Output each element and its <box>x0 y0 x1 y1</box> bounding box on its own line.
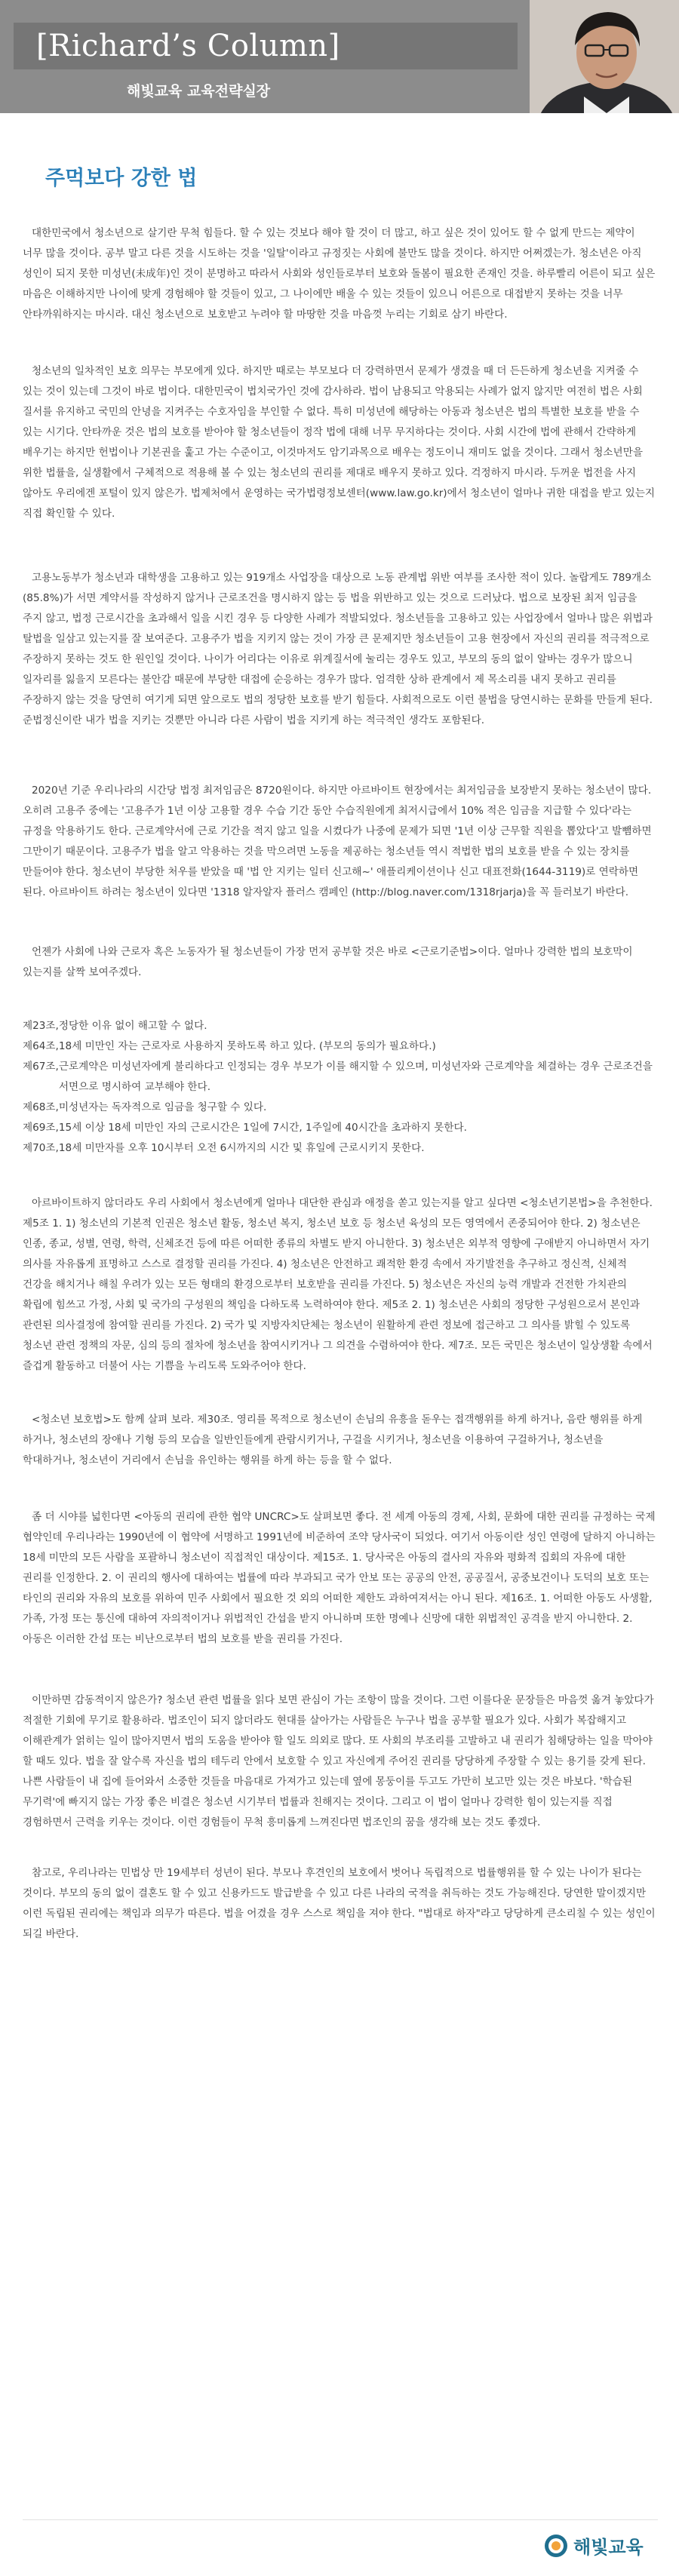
law-article-label: 제67조, <box>23 1061 59 1073</box>
law-article-text: 18세 미만자를 오후 10시부터 오전 6시까지의 시간 및 휴일에 근로시키지 못한다. <box>58 1142 425 1154</box>
paragraph-5: 언젠가 사회에 나와 근로자 혹은 노동자가 될 청소년들이 가장 먼저 공부할 것은 바로 <근로기준법>이다. 얼마나 강력한 법의 보호막이 있는지를 살짝 보여주겠다. <box>23 946 633 978</box>
paragraph-7: <청소년 보호법>도 함께 살펴 보라. 제30조. 영리를 목적으로 청소년이 손님의 유흥을 돋우는 접객행위를 하게 하거나, 음란 행위를 하게 하거나, 청소년의 장애나 기형 등의 모습을 일반인들에게 관람시키거나, 구걸을 시키거나, 청소년을 이용하여 구걸하거나, 청소년을 학대하거나, 청소년이 거리에서 손님을 유인하는 행위를 하게 하는 등을 할 수 없다. <box>23 1414 643 1466</box>
author-portrait <box>530 0 679 113</box>
law-item <box>23 1016 658 1036</box>
law-article-label: 제64조, <box>23 1040 59 1052</box>
sun-logo-icon <box>543 2533 569 2559</box>
law-item <box>23 1057 658 1098</box>
paragraph-2: 청소년의 일차적인 보호 의무는 부모에게 있다. 하지만 때로는 부모보다 더 강력하면서 문제가 생겼을 때 더 든든하게 청소년을 지켜줄 수 있는 것이 있는데 그것이 바로 법이다. 대한민국이 법치국가인 것에 감사하라. 법이 남용되고 악용되는 사례가 없지 않지만 여전히 법은 사회 질서를 유지하고 국민의 안녕을 지켜주는 수호자임을 부인할 수 없다. 특히 미성년에 해당하는 아동과 청소년은 법의 특별한 보호를 받을 수 있는 시기다. 안타까운 것은 법의 보호를 받아야 할 청소년들이 정작 법에 대해 너무 무지하다는 것이다. 사회 시간에 법에 관해서 간략하게 배우기는 하지만 헌법이나 기본권을 훑고 가는 수준이고, 이것마저도 암기과목으로 배우는 정도이니 재미도 없을 것이다. 그래서 청소년만을 위한 법률을, 실생활에서 구체적으로 적용해 볼 수 있는 청소년의 권리를 제대로 배우지 못하고 있다. 걱정하지 마시라. 두꺼운 법전을 사지 않아도 우리에겐 포털이 있지 않은가. 법제처에서 운영하는 국가법령정보센터(www.law.go.kr)에서 청소년이 얼마나 귀한 대접을 받고 있는지 직접 확인할 수 있다. <box>23 365 656 520</box>
law-article-label: 제69조, <box>23 1122 59 1134</box>
law-item <box>23 1138 658 1159</box>
paragraph-1: 대한민국에서 청소년으로 살기란 무척 힘들다. 할 수 있는 것보다 해야 할 것이 더 많고, 하고 싶은 것이 있어도 할 수 없게 만드는 제약이 너무 많을 것이다. 공부 말고 다른 것을 시도하는 것을 '일탈'이라고 규정짓는 사회에 불만도 많을 것이다. 하지만 어쩌겠는가. 청소년은 아직 성인이 되지 못한 미성년(未成年)인 것이 분명하고 따라서 사회와 성인들로부터 보호와 돌봄이 필요한 존재인 것을. 하루빨리 어른이 되고 싶은 마음은 이해하지만 나이에 맞게 경험해야 할 것들이 있고, 그 나이에만 배울 수 있는 것들이 있으니 어른으로 대접받지 못하는 것을 너무 안타까워하지는 마시라. 대신 청소년으로 보호받고 누려야 할 마땅한 것을 마음껏 누리는 기회로 삼기 바란다. <box>23 227 656 321</box>
law-article-label: 제68조, <box>23 1101 59 1113</box>
author-portrait-icon <box>530 0 679 113</box>
company-logo-text: 해빛교육 <box>573 2537 644 2558</box>
paragraph-6: 아르바이트하지 않더라도 우리 사회에서 청소년에게 얼마나 대단한 관심과 애정을 쏟고 있는지를 알고 싶다면 <청소년기본법>을 추천한다. 제5조 1. 1) 청소년의 기본적 인권은 청소년 활동, 청소년 복지, 청소년 보호 등 청소년 육성의 모든 영역에서 존중되어야 한다. 2) 청소년은 인종, 종교, 성별, 연령, 학력, 신체조건 등에 따른 어떠한 종류의 차별도 받지 아니한다. 3) 청소년은 외부적 영향에 구애받지 아니하면서 자기 의사를 자유롭게 표명하고 스스로 결정할 권리를 가진다. 4) 청소년은 안전하고 쾌적한 환경 속에서 자기발전을 추구하고 정신적, 신체적 건강을 해치거나 해칠 우려가 있는 모든 형태의 환경으로부터 보호받을 권리를 가진다. 5) 청소년은 자신의 능력 개발과 건전한 가치관의 확립에 힘쓰고 가정, 사회 및 국가의 구성원의 책임을 다하도록 노력하여야 한다. 제5조 2. 1) 청소년은 사회의 정당한 구성원으로서 본인과 관련된 의사결정에 참여할 권리를 가진다. 2) 국가 및 지방자치단체는 청소년이 원활하게 관련 정보에 접근하고 그 의사를 밝힐 수 있도록 청소년 관련 정책의 자문, 심의 등의 절차에 청소년을 참여시키거나 그 의견을 수렴하여야 한다. 제7조. 모든 국민은 청소년이 일상생활 속에서 즐겁게 활동하고 더불어 사는 기쁨을 누리도록 도와주어야 한다. <box>23 1197 653 1372</box>
footer-divider <box>23 2519 658 2520</box>
column-header <box>0 0 679 113</box>
law-item <box>23 1036 658 1057</box>
law-article-label: 제70조, <box>23 1142 59 1154</box>
company-logo <box>543 2532 644 2559</box>
article-title: 주먹보다 강한 법 <box>45 167 198 190</box>
column-title: [Richard’s Column] <box>36 29 340 63</box>
law-item <box>23 1098 658 1118</box>
paragraph-4: 2020년 기준 우리나라의 시간당 법정 최저임금은 8720원이다. 하지만 아르바이트 현장에서는 최저임금을 보장받지 못하는 청소년이 많다. 오히려 고용주 중에는 '고용주가 1년 이상 고용할 경우 수습 기간 동안 수습직원에게 최저시급에서 10% 적은 임금을 지급할 수 있다'라는 규정을 악용하기도 한다. 근로계약서에 근로 기간을 적지 않고 일을 시켰다가 나중에 문제가 되면 '1년 이상 근무할 직원을 뽑았다'고 발뺌하면 그만이기 때문이다. 고용주가 법을 알고 악용하는 것을 막으려면 노동을 제공하는 청소년들 역시 적법한 법의 보호를 받을 수 있는 장치를 만들어야 한다. 청소년이 부당한 처우를 받았을 때 '법 안 지키는 일터 신고해~' 애플리케이션이나 신고 대표전화(1644-3119)로 연락하면 된다. 아르바이트 하려는 청소년이 있다면 '1318 알자알자 플러스 캠페인 (http://blog.naver.com/1318rjarja)을 꼭 들러보기 바란다. <box>23 784 652 898</box>
law-article-text: 15세 이상 18세 미만인 자의 근로시간은 1일에 7시간, 1주일에 40시간을 초과하지 못한다. <box>58 1122 467 1134</box>
law-item <box>23 1118 658 1138</box>
paragraph-3: 고용노동부가 청소년과 대학생을 고용하고 있는 919개소 사업장을 대상으로 노동 관계법 위반 여부를 조사한 적이 있다. 놀랍게도 789개소(85.8%)가 서면 계약서를 작성하지 않거나 근로조건을 명시하지 않는 등 법을 위반하고 있는 것으로 드러났다. 법으로 보장된 최저 임금을 주지 않고, 법정 근로시간을 초과해서 일을 시킨 경우 등 다양한 사례가 적발되었다. 청소년들을 고용하고 있는 사업장에서 얼마나 많은 위법과 탈법을 일삼고 있는지를 잘 보여준다. 고용주가 법을 지키지 않는 것이 가장 큰 문제지만 청소년들이 고용 현장에서 자신의 권리를 적극적으로 주장하지 못하는 것도 한 원인일 것이다. 나이가 어리다는 이유로 위계질서에 눌리는 경우도 있고, 부모의 동의 없이 알바는 경우가 많으니 일자리를 잃을지 모른다는 불안감 때문에 부당한 대접에 순응하는 경우가 많다. 엄격한 상하 관계에서 제 목소리를 내지 못하고 권리를 주장하지 않는 것을 당연히 여기게 되면 앞으로도 법의 정당한 보호를 받기 힘들다. 사회적으로도 이런 불법을 당연시하는 문화를 만들게 된다. 준법정신이란 내가 법을 지키는 것뿐만 아니라 다른 사람이 법을 지키게 하는 적극적인 생각도 포함된다. <box>23 572 653 726</box>
law-article-text: 정당한 이유 없이 해고할 수 없다. <box>58 1020 207 1032</box>
paragraph-9: 이만하면 감동적이지 않은가? 청소년 관련 법률을 읽다 보면 관심이 가는 조항이 많을 것이다. 그런 이를다운 문장들은 마음껏 옮겨 놓았다가 적절한 기회에 무기로 활용하라. 법조인이 되지 않더라도 현대를 살아가는 사람들은 누구나 법을 공부할 필요가 있다. 사회가 복잡해지고 이해관계가 얽히는 일이 많아지면서 법의 도움을 받아야 할 일도 의외로 많다. 또 사회의 부조리를 고발하고 내 권리가 침해당하는 일을 막아야 할 때도 있다. 법을 잘 알수록 자신을 법의 테두리 안에서 보호할 수 있고 자신에게 주어진 권리를 당당하게 주장할 수 있는 용기를 갖게 된다. 나쁜 사람들이 내 집에 들어와서 소중한 것들을 마음대로 가져가고 있는데 옆에 몽둥이를 두고도 가만히 보고만 있는 것은 바보다. '학습된 무기력'에 빠지지 않는 가장 좋은 비결은 청소년 시기부터 법률과 친해지는 것이다. 그리고 이 법이 얼마나 강력한 힘이 있는지를 직접 경험하면서 근력을 키우는 것이다. 이런 경험들이 무척 흥미롭게 느껴진다면 법조인의 꿈을 생각해 보는 것도 좋겠다. <box>23 1694 654 1828</box>
law-article-label: 제23조, <box>23 1020 59 1032</box>
law-article-text: 근로계약은 미성년자에게 불리하다고 인정되는 경우 부모가 이를 해지할 수 있으며, 미성년자와 근로계약을 체결하는 경우 근로조건을 서면으로 명시하여 교부해야 한다. <box>58 1061 653 1093</box>
labor-law-list <box>23 1016 658 1159</box>
article-body <box>23 223 658 1945</box>
paragraph-8: 좀 더 시야를 넓힌다면 <아동의 권리에 관한 협약 UNCRC>도 살펴보면 좋다. 전 세계 아동의 경제, 사회, 문화에 대한 권리를 규정하는 국제 협약인데 우리나라는 1990년에 이 협약에 서명하고 1991년에 비준하여 조약 당사국이 되었다. 여기서 아동이란 성인 연령에 달하지 아니하는 18세 미만의 모든 사람을 포괄하니 청소년이 직접적인 대상이다. 제15조. 1. 당사국은 아동의 결사의 자유와 평화적 집회의 자유에 대한 권리를 인정한다. 2. 이 권리의 행사에 대하여는 법률에 따라 부과되고 국가 안보 또는 공공의 안전, 공공질서, 공중보건이나 도덕의 보호 또는 타인의 권리와 자유의 보호를 위하여 민주 사회에서 필요한 것 외의 어떠한 제한도 과하여져서는 아니 된다. 제16조. 1. 어떠한 아동도 사생활, 가족, 가정 또는 통신에 대하여 자의적이거나 위법적인 간섭을 받지 아니하며 또한 명예나 신망에 대한 위법적인 공격을 받지 아니한다. 2. 아동은 이러한 간섭 또는 비난으로부터 법의 보호를 받을 권리를 가진다. <box>23 1511 656 1645</box>
law-article-text: 18세 미만인 자는 근로자로 사용하지 못하도록 하고 있다. (부모의 동의가 필요하다.) <box>58 1040 436 1052</box>
author-subtitle: 해빛교육 교육전략실장 <box>127 83 271 100</box>
paragraph-10: 참고로, 우리나라는 민법상 만 19세부터 성년이 된다. 부모나 후견인의 보호에서 벗어나 독립적으로 법률행위를 할 수 있는 나이가 된다는 것이다. 부모의 동의 없이 결혼도 할 수 있고 신용카드도 발급받을 수 있고 다른 나라의 국적을 취득하는 것도 가능해진다. 당연한 말이겠지만 이런 독립된 권리에는 책임과 의무가 따른다. 법을 어겼을 경우 스스로 책임을 져야 한다. "법대로 하자"라고 당당하게 큰소리칠 수 있는 성인이 되길 바란다. <box>23 1867 656 1940</box>
law-article-text: 미성년자는 독자적으로 임금을 청구할 수 있다. <box>58 1101 267 1113</box>
